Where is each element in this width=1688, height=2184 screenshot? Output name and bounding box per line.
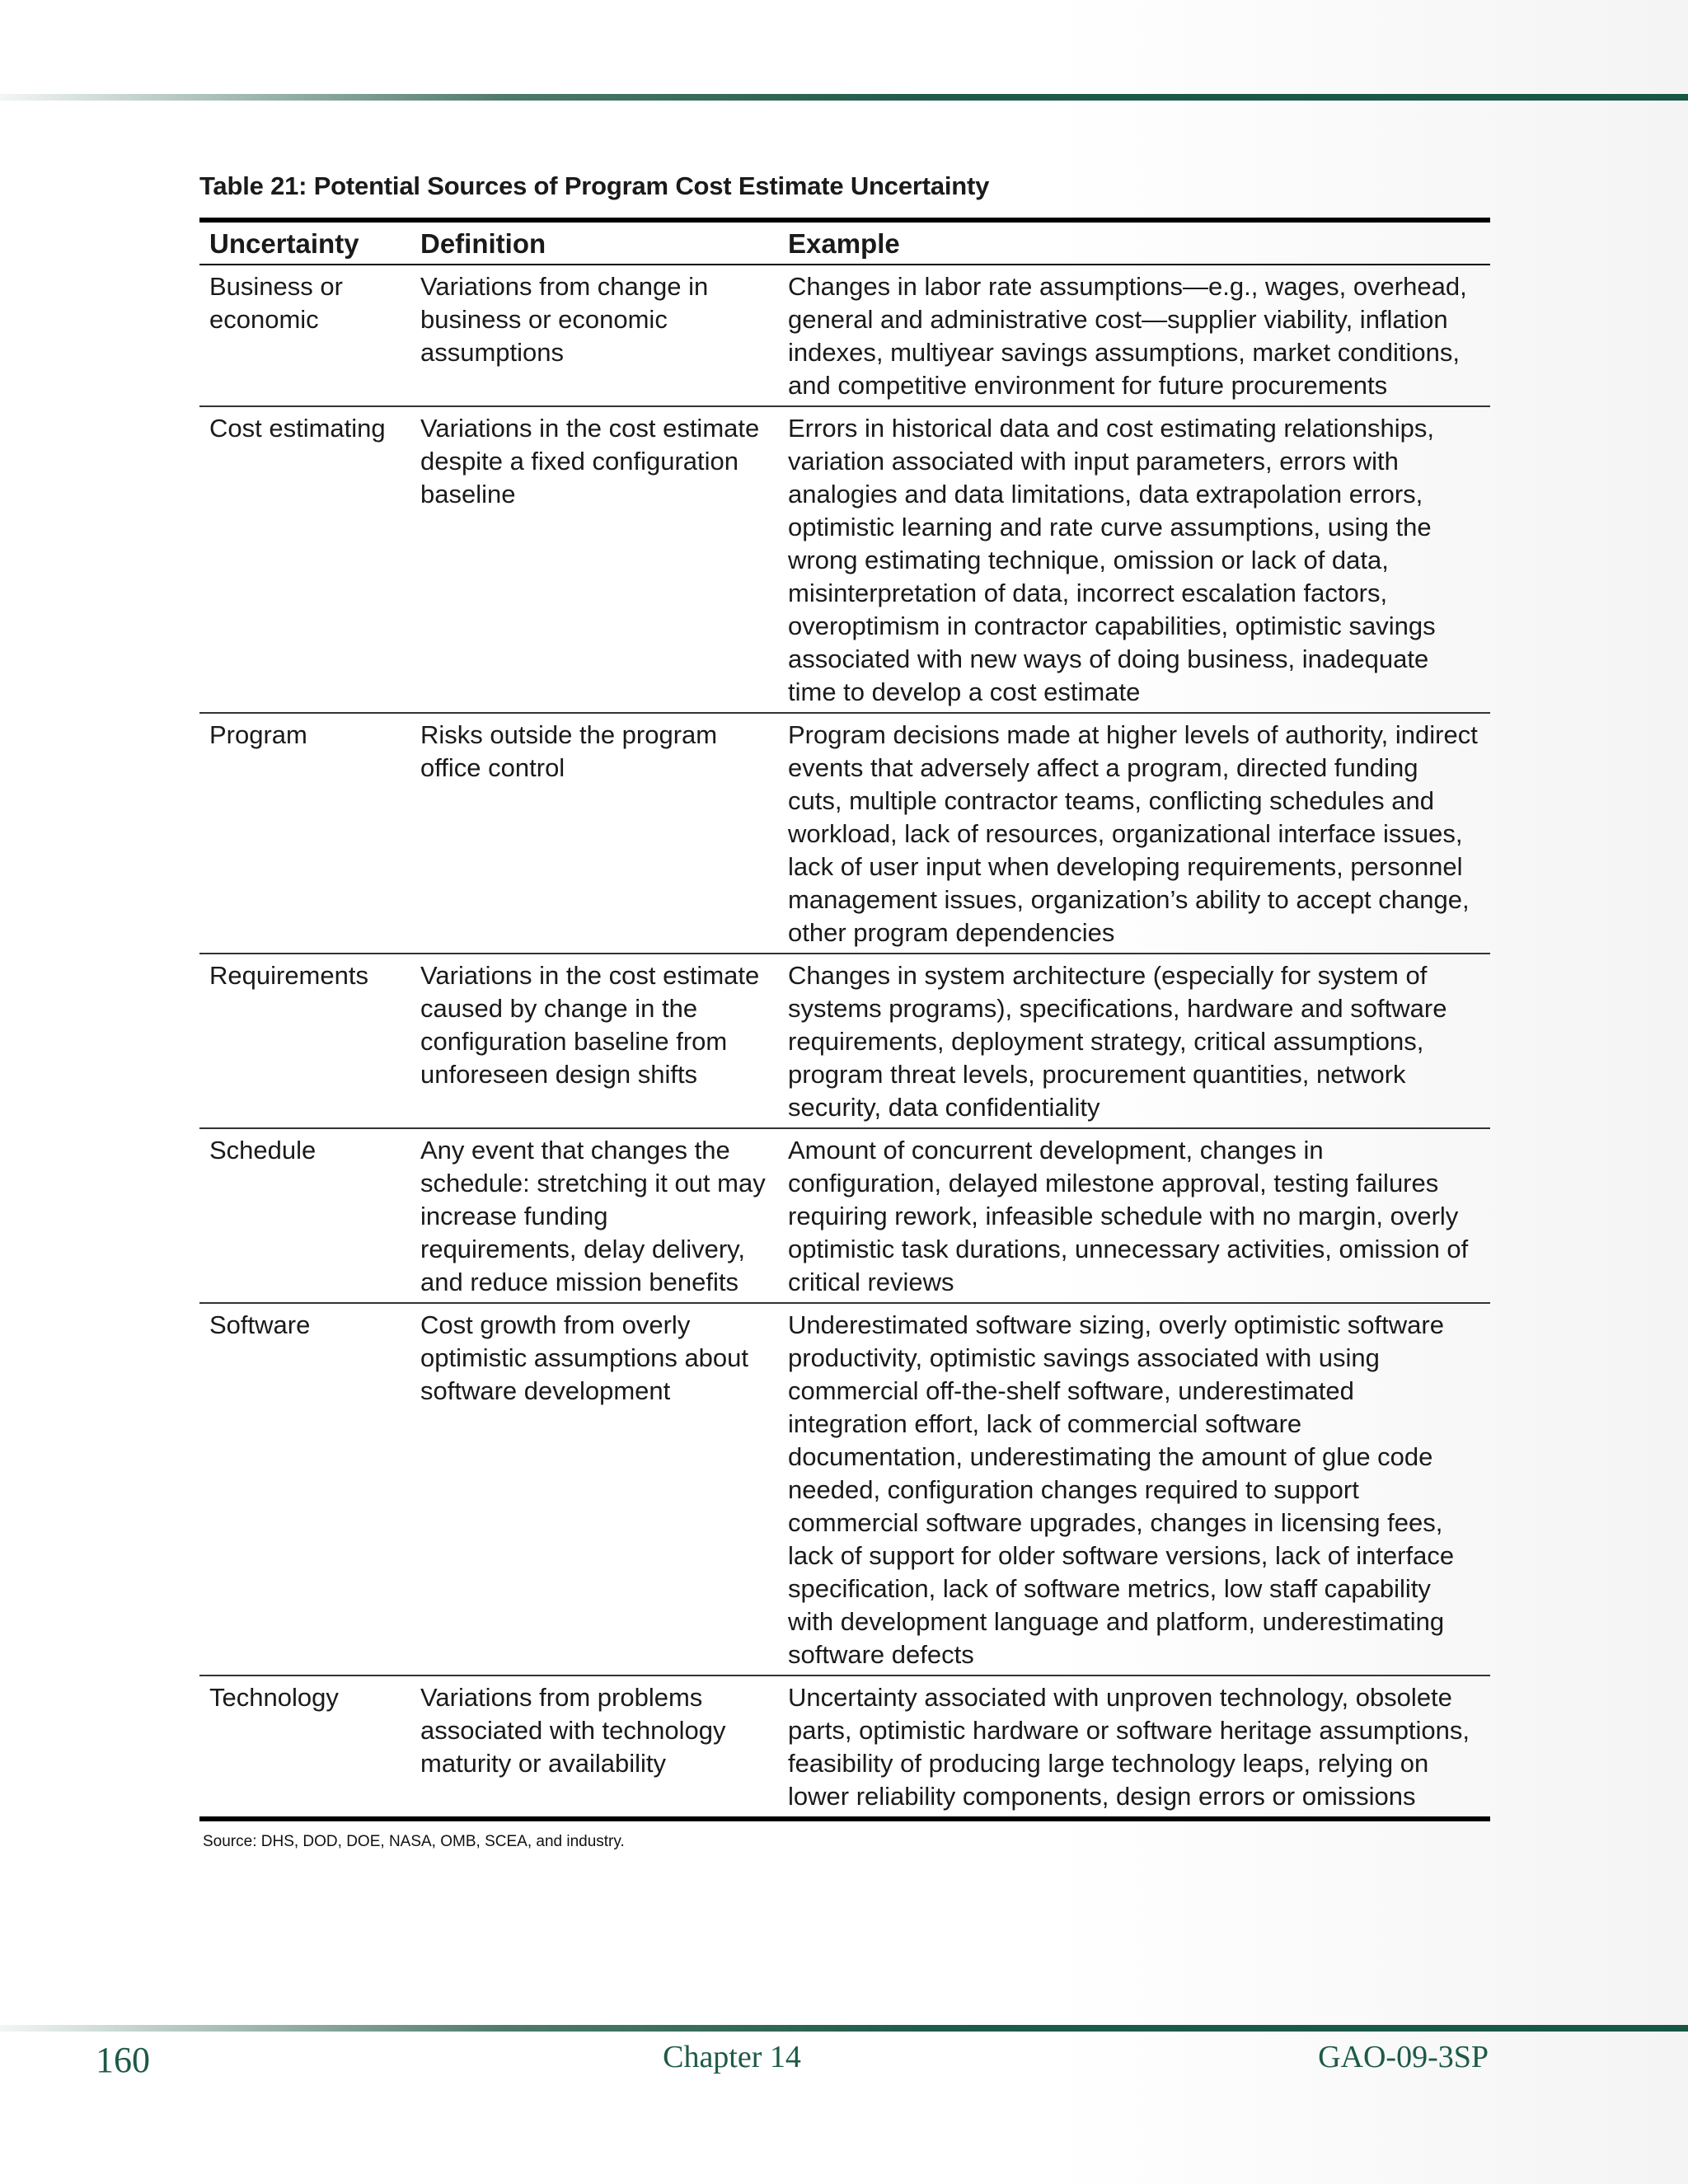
table-row [199, 265, 1490, 406]
example-cell: Changes in labor rate assumptions—e.g., wages, overhead, general and administrative cost—supplier viability, inflation indexes, multiyear savings assumptions, market conditions, and competitive environment for future procurements [778, 265, 1490, 406]
example-cell: Amount of concurrent development, changes in configuration, delayed milestone approval, testing failures requiring rework, infeasible schedule with no margin, overly optimistic task durations, unnecessary activities, omission of critical reviews [778, 1128, 1490, 1303]
table-source-note: Source: DHS, DOD, DOE, NASA, OMB, SCEA, and industry. [203, 1833, 625, 1850]
example-cell: Program decisions made at higher levels of authority, indirect events that adversely affect a program, directed funding cuts, multiple contractor teams, conflicting schedules and workload, lack of resources, organizational interface issues, lack of user input when developing requirements, personnel management issues, organization’s ability to accept change, other program dependencies [778, 713, 1490, 954]
table-title: Table 21: Potential Sources of Program Cost Estimate Uncertainty [199, 171, 990, 200]
definition-cell: Variations in the cost estimate caused by change in the configuration baseline from unforeseen design shifts [410, 954, 778, 1128]
definition-cell: Variations in the cost estimate despite a fixed configuration baseline [410, 406, 778, 713]
table-row [199, 713, 1490, 954]
table-row [199, 1128, 1490, 1303]
uncertainty-cell: Technology [199, 1675, 410, 1819]
uncertainty-cell: Program [199, 713, 410, 954]
example-cell: Uncertainty associated with unproven technology, obsolete parts, optimistic hardware or software heritage assumptions, feasibility of producing large technology leaps, relying on lower reliability components, design errors or omissions [778, 1675, 1490, 1819]
column-header-definition: Definition [410, 220, 778, 265]
bottom-rule [0, 2025, 1688, 2032]
table-row [199, 406, 1490, 713]
uncertainty-table [199, 218, 1490, 1821]
uncertainty-cell: Schedule [199, 1128, 410, 1303]
table-row [199, 954, 1490, 1128]
page-number: 160 [96, 2040, 150, 2080]
definition-cell: Risks outside the program office control [410, 713, 778, 954]
report-id: GAO-09-3SP [1318, 2040, 1489, 2074]
uncertainty-cell: Business or economic [199, 265, 410, 406]
definition-cell: Variations from change in business or economic assumptions [410, 265, 778, 406]
definition-cell: Cost growth from overly optimistic assumptions about software development [410, 1303, 778, 1675]
definition-cell: Variations from problems associated with technology maturity or availability [410, 1675, 778, 1819]
column-header-example: Example [778, 220, 1490, 265]
uncertainty-cell: Requirements [199, 954, 410, 1128]
uncertainty-cell: Cost estimating [199, 406, 410, 713]
definition-cell: Any event that changes the schedule: stretching it out may increase funding requirements, delay delivery, and reduce mission benefits [410, 1128, 778, 1303]
table-header-row [199, 220, 1490, 265]
column-header-uncertainty: Uncertainty [199, 220, 410, 265]
table-row [199, 1675, 1490, 1819]
page-footer [0, 2039, 1688, 2080]
table-row [199, 1303, 1490, 1675]
example-cell: Underestimated software sizing, overly optimistic software productivity, optimistic savings associated with using commercial off-the-shelf software, underestimated integration effort, lack of commercial software documentation, underestimating the amount of glue code needed, configuration changes required to support commercial software upgrades, changes in licensing fees, lack of support for older software versions, lack of interface specification, lack of software metrics, low staff capability with development language and platform, underestimating software defects [778, 1303, 1490, 1675]
example-cell: Changes in system architecture (especially for system of systems programs), specifications, hardware and software requirements, deployment strategy, critical assumptions, program threat levels, procurement quantities, network security, data confidentiality [778, 954, 1490, 1128]
chapter-label: Chapter 14 [663, 2040, 801, 2074]
example-cell: Errors in historical data and cost estimating relationships, variation associated with input parameters, errors with analogies and data limitations, data extrapolation errors, optimistic learning and rate curve assumptions, using the wrong estimating technique, omission or lack of data, misinterpretation of data, incorrect escalation factors, overoptimism in contractor capabilities, optimistic savings associated with new ways of doing business, inadequate time to develop a cost estimate [778, 406, 1490, 713]
table-section [199, 165, 1490, 1851]
uncertainty-cell: Software [199, 1303, 410, 1675]
top-rule [0, 94, 1688, 101]
